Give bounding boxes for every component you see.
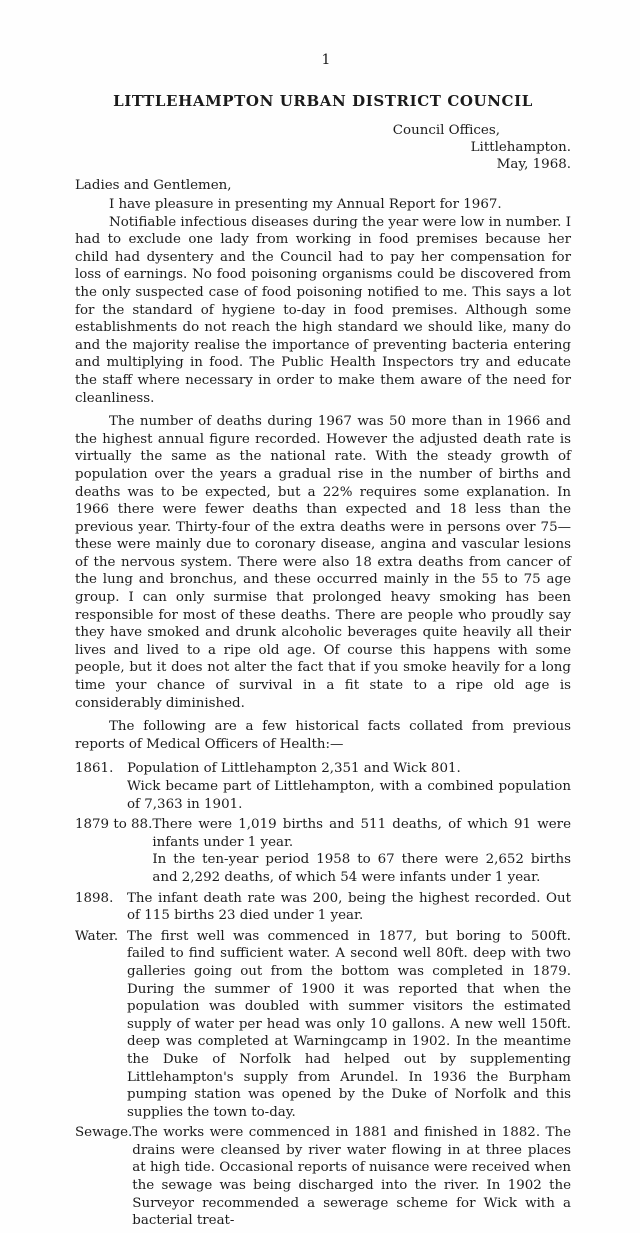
entry-line: There were 1,019 births and 511 deaths, of which 91 were infants under 1 year.	[152, 817, 571, 850]
entry-label: 1861.	[75, 761, 114, 777]
entry-line: Population of Littlehampton 2,351 and Wick 801.	[127, 761, 461, 777]
page-number: 1	[321, 52, 331, 68]
intro-paragraph: I have pleasure in presenting my Annual Report for 1967.	[109, 197, 502, 212]
list-item	[75, 1124, 571, 1230]
entry-label: 1898.	[75, 890, 114, 906]
entry-text	[152, 816, 571, 886]
document-title: LITTLEHAMPTON URBAN DISTRICT COUNCIL	[113, 92, 533, 110]
entry-text	[127, 890, 571, 925]
entry-line: Wick became part of Littlehampton, with a combined population of 7,363 in 1901.	[127, 779, 571, 812]
deaths-paragraph: The number of deaths during 1967 was 50 more than in 1966 and the highest annual figure recorded. However the adjusted death rate is virtually the same as the national rate. With the steady growth of population over the years a gradual rise in the number of births and deaths was to be expected, but a 22% requires some explanation. In 1966 there were fewer deaths than expected and 18 less than the previous year. Thirty-four of the extra deaths were in persons over 75—these were mainly due to coronary disease, angina and vascular lesions of the nervous system. There were also 18 extra deaths from cancer of the lung and bronchus, and these occurred mainly in the 55 to 75 age group. I can only surmise that prolonged heavy smoking has been responsible for most of these deaths. There are people who proudly say they have smoked and drunk alcoholic beverages quite heavily all their lives and lived to a ripe old age. Of course this happens with some people, but it does not alter the fact that if you smoke heavily for a long time your chance of survival in a fit state to a ripe old age is considerably diminished.	[75, 414, 571, 711]
historical-facts-list	[75, 760, 571, 1229]
address-line: Council Offices,	[392, 123, 500, 138]
entry-label: Water.	[75, 928, 119, 944]
list-item	[75, 760, 571, 813]
sender-address	[75, 122, 571, 173]
historical-facts-intro: The following are a few historical facts collated from previous reports of Medical Officers of Health:—	[75, 719, 571, 752]
entry-text	[132, 1124, 571, 1230]
entry-label: 1879 to 88.	[75, 817, 153, 833]
entry-line: The first well was commenced in 1877, but boring to 500ft. failed to find sufficient water. A second well 80ft. deep with two galleries going out from the bottom was completed in 1879. During the summer of 1900 it was reported that when the population was doubled with summer visitors the estimated supply of water per head was only 10 gallons. A new well 150ft. deep was completed at Warningcamp in 1902. In the meantime the Duke of Norfolk had helped out by supplementing Littlehampton's supply from Arundel. In 1936 the Burpham pumping station was opened by the Duke of Norfolk and this supplies the town to-day.	[127, 928, 571, 1120]
list-item	[75, 890, 571, 925]
entry-line: The works were commenced in 1881 and finished in 1882. The drains were cleansed by river water flowing in at three places at high tide. Occasional reports of nuisance were received when the sewage was being discharged into the river. In 1902 the Surveyor recommended a sewerage scheme for Wick with a bacterial treat-	[132, 1125, 571, 1229]
document-page	[75, 50, 571, 1233]
address-date: May, 1968.	[496, 157, 571, 172]
entry-text	[127, 760, 571, 813]
entry-text	[127, 928, 571, 1122]
infectious-diseases-paragraph: Notifiable infectious diseases during the year were low in number. I had to exclude one lady from working in food premises because her child had dysentery and the Council had to pay her compensation for loss of earnings. No food poisoning organisms could be discovered from the only suspected case of food poisoning notified to me. This says a lot for the standard of hygiene to-day in food premises. Although some establishments do not reach the high standard we should like, many do and the majority realise the importance of preventing bacteria entering and multiplying in food. The Public Health Inspectors try and educate the staff where necessary in order to make them aware of the need for cleanliness.	[75, 214, 571, 406]
entry-line: The infant death rate was 200, being the highest recorded. Out of 115 births 23 died under 1 year.	[127, 890, 571, 924]
list-item	[75, 928, 571, 1122]
entry-label: Sewage.	[75, 1125, 133, 1141]
entry-line: In the ten-year period 1958 to 67 there were 2,652 births and 2,292 deaths, of which 54 were infants under 1 year.	[152, 852, 571, 885]
address-line: Littlehampton.	[470, 140, 571, 155]
salutation: Ladies and Gentlemen,	[75, 178, 232, 193]
list-item	[75, 816, 571, 886]
